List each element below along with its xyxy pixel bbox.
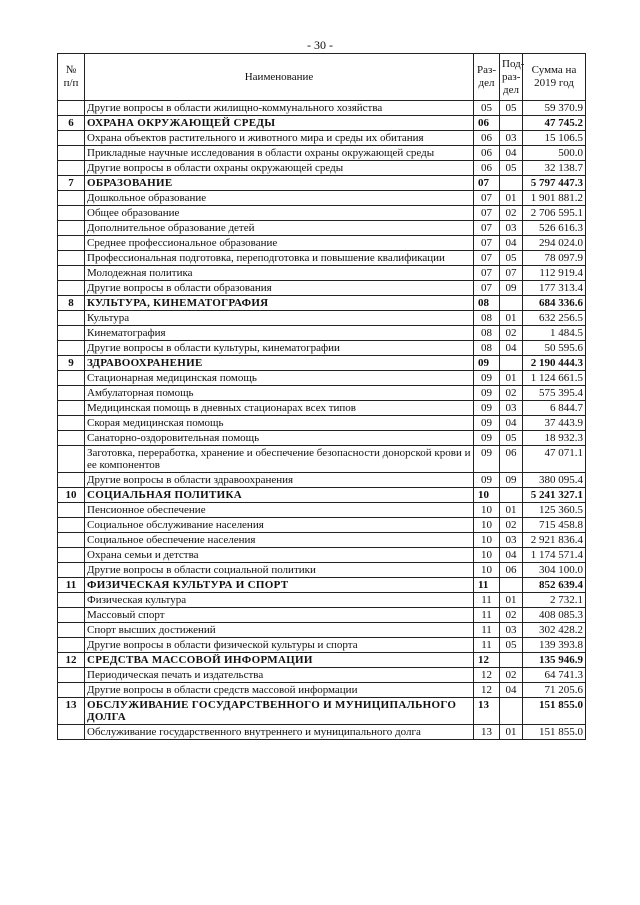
row-name: Культура (85, 311, 474, 326)
row-name: Охрана семьи и детства (85, 548, 474, 563)
row-number (58, 668, 85, 683)
row-subsection: 01 (500, 503, 523, 518)
row-section: 05 (474, 101, 500, 116)
row-sum: 684 336.6 (523, 296, 586, 311)
row-name: ОХРАНА ОКРУЖАЮЩЕЙ СРЕДЫ (85, 116, 474, 131)
row-sum: 2 921 836.4 (523, 533, 586, 548)
row-sum: 380 095.4 (523, 473, 586, 488)
header-name: Наименование (85, 54, 474, 101)
row-number (58, 401, 85, 416)
row-number (58, 518, 85, 533)
row-section: 09 (474, 446, 500, 473)
row-number (58, 251, 85, 266)
row-name: Социальное обслуживание населения (85, 518, 474, 533)
row-section: 10 (474, 533, 500, 548)
row-sum: 302 428.2 (523, 623, 586, 638)
row-section: 12 (474, 653, 500, 668)
row-section: 06 (474, 146, 500, 161)
header-section: Раз-дел (474, 54, 500, 101)
row-sum: 5 797 447.3 (523, 176, 586, 191)
row-name: Общее образование (85, 206, 474, 221)
row-section: 07 (474, 221, 500, 236)
row-section: 10 (474, 563, 500, 578)
row-number (58, 548, 85, 563)
row-number: 9 (58, 356, 85, 371)
row-subsection: 05 (500, 431, 523, 446)
row-subsection: 04 (500, 341, 523, 356)
row-sum: 151 855.0 (523, 725, 586, 740)
row-sum: 304 100.0 (523, 563, 586, 578)
row-subsection: 03 (500, 221, 523, 236)
row-subsection (500, 578, 523, 593)
table-row (58, 623, 586, 638)
row-name: Другие вопросы в области здравоохранения (85, 473, 474, 488)
row-section: 07 (474, 191, 500, 206)
section-row (58, 116, 586, 131)
row-sum: 78 097.9 (523, 251, 586, 266)
row-section: 09 (474, 416, 500, 431)
row-section: 12 (474, 668, 500, 683)
row-name: ОБСЛУЖИВАНИЕ ГОСУДАРСТВЕННОГО И МУНИЦИПАЛЬНОГО ДОЛГА (85, 698, 474, 725)
table-row (58, 236, 586, 251)
row-name: Заготовка, переработка, хранение и обеспечение безопасности донорской крови и ее компонентов (85, 446, 474, 473)
row-number: 7 (58, 176, 85, 191)
row-sum: 575 395.4 (523, 386, 586, 401)
row-subsection: 04 (500, 548, 523, 563)
row-number (58, 608, 85, 623)
table-row (58, 191, 586, 206)
row-section: 11 (474, 623, 500, 638)
row-section: 10 (474, 548, 500, 563)
row-name: КУЛЬТУРА, КИНЕМАТОГРАФИЯ (85, 296, 474, 311)
row-sum: 151 855.0 (523, 698, 586, 725)
row-name: Другие вопросы в области охраны окружающей среды (85, 161, 474, 176)
row-sum: 32 138.7 (523, 161, 586, 176)
row-number (58, 386, 85, 401)
row-number (58, 341, 85, 356)
row-section: 11 (474, 593, 500, 608)
row-name: Другие вопросы в области образования (85, 281, 474, 296)
table-row (58, 101, 586, 116)
row-subsection: 02 (500, 668, 523, 683)
table-header-row (58, 54, 586, 101)
row-sum: 6 844.7 (523, 401, 586, 416)
row-sum: 125 360.5 (523, 503, 586, 518)
row-name: СРЕДСТВА МАССОВОЙ ИНФОРМАЦИИ (85, 653, 474, 668)
row-subsection (500, 356, 523, 371)
row-number (58, 266, 85, 281)
table-row (58, 311, 586, 326)
row-subsection: 04 (500, 683, 523, 698)
row-subsection (500, 296, 523, 311)
table-row (58, 518, 586, 533)
row-sum: 18 932.3 (523, 431, 586, 446)
row-subsection: 02 (500, 608, 523, 623)
row-number: 13 (58, 698, 85, 725)
row-section: 09 (474, 431, 500, 446)
row-number (58, 446, 85, 473)
row-name: Среднее профессиональное образование (85, 236, 474, 251)
row-sum: 2 706 595.1 (523, 206, 586, 221)
row-number (58, 371, 85, 386)
row-sum: 139 393.8 (523, 638, 586, 653)
row-name: Охрана объектов растительного и животного мира и среды их обитания (85, 131, 474, 146)
row-section: 09 (474, 371, 500, 386)
row-name: Обслуживание государственного внутреннего и муниципального долга (85, 725, 474, 740)
row-name: ЗДРАВООХРАНЕНИЕ (85, 356, 474, 371)
row-section: 06 (474, 131, 500, 146)
section-row (58, 698, 586, 725)
row-name: Массовый спорт (85, 608, 474, 623)
row-subsection: 02 (500, 386, 523, 401)
row-number (58, 563, 85, 578)
table-row (58, 266, 586, 281)
row-sum: 112 919.4 (523, 266, 586, 281)
table-row (58, 281, 586, 296)
row-name: Периодическая печать и издательства (85, 668, 474, 683)
row-subsection: 02 (500, 326, 523, 341)
row-sum: 526 616.3 (523, 221, 586, 236)
row-section: 10 (474, 488, 500, 503)
table-row (58, 473, 586, 488)
row-sum: 37 443.9 (523, 416, 586, 431)
row-number (58, 206, 85, 221)
row-name: Пенсионное обеспечение (85, 503, 474, 518)
row-name: Амбулаторная помощь (85, 386, 474, 401)
table-row (58, 131, 586, 146)
row-subsection: 04 (500, 416, 523, 431)
row-number (58, 281, 85, 296)
table-row (58, 503, 586, 518)
row-section: 06 (474, 161, 500, 176)
row-number (58, 683, 85, 698)
row-sum: 852 639.4 (523, 578, 586, 593)
row-number (58, 416, 85, 431)
row-sum: 2 732.1 (523, 593, 586, 608)
table-row (58, 431, 586, 446)
row-number (58, 146, 85, 161)
row-section: 06 (474, 116, 500, 131)
budget-table (57, 53, 586, 740)
row-number: 6 (58, 116, 85, 131)
row-subsection (500, 698, 523, 725)
table-row (58, 533, 586, 548)
table-row (58, 548, 586, 563)
row-name: Санаторно-оздоровительная помощь (85, 431, 474, 446)
row-number: 8 (58, 296, 85, 311)
table-row (58, 221, 586, 236)
row-sum: 500.0 (523, 146, 586, 161)
row-subsection: 04 (500, 146, 523, 161)
table-row (58, 638, 586, 653)
row-sum: 294 024.0 (523, 236, 586, 251)
row-name: СОЦИАЛЬНАЯ ПОЛИТИКА (85, 488, 474, 503)
page-number: - 30 - (307, 38, 333, 52)
row-section: 07 (474, 176, 500, 191)
section-row (58, 488, 586, 503)
row-sum: 135 946.9 (523, 653, 586, 668)
row-subsection: 01 (500, 371, 523, 386)
row-name: Другие вопросы в области средств массовой информации (85, 683, 474, 698)
row-subsection (500, 653, 523, 668)
section-row (58, 176, 586, 191)
row-sum: 64 741.3 (523, 668, 586, 683)
table-row (58, 251, 586, 266)
row-subsection: 02 (500, 206, 523, 221)
table-row (58, 146, 586, 161)
table-row (58, 668, 586, 683)
row-subsection: 03 (500, 533, 523, 548)
row-section: 12 (474, 683, 500, 698)
table-row (58, 401, 586, 416)
row-number (58, 326, 85, 341)
table-row (58, 563, 586, 578)
row-subsection: 01 (500, 725, 523, 740)
row-sum: 47 745.2 (523, 116, 586, 131)
row-section: 11 (474, 578, 500, 593)
row-subsection: 05 (500, 251, 523, 266)
row-section: 07 (474, 236, 500, 251)
row-number (58, 101, 85, 116)
section-row (58, 356, 586, 371)
row-subsection: 01 (500, 311, 523, 326)
row-sum: 408 085.3 (523, 608, 586, 623)
row-name: Молодежная политика (85, 266, 474, 281)
row-sum: 2 190 444.3 (523, 356, 586, 371)
row-name: ОБРАЗОВАНИЕ (85, 176, 474, 191)
table-row (58, 341, 586, 356)
row-name: Другие вопросы в области жилищно-коммунального хозяйства (85, 101, 474, 116)
row-section: 10 (474, 518, 500, 533)
row-subsection: 04 (500, 236, 523, 251)
row-subsection: 02 (500, 518, 523, 533)
row-sum: 71 205.6 (523, 683, 586, 698)
section-row (58, 578, 586, 593)
row-sum: 632 256.5 (523, 311, 586, 326)
row-name: Дошкольное образование (85, 191, 474, 206)
header-sum: Сумма на 2019 год (523, 54, 586, 101)
row-name: Другие вопросы в области физической культуры и спорта (85, 638, 474, 653)
row-section: 09 (474, 386, 500, 401)
row-sum: 715 458.8 (523, 518, 586, 533)
row-section: 08 (474, 296, 500, 311)
section-row (58, 296, 586, 311)
row-number (58, 725, 85, 740)
table-row (58, 386, 586, 401)
row-number (58, 533, 85, 548)
header-number: № п/п (58, 54, 85, 101)
table-row (58, 725, 586, 740)
row-number (58, 593, 85, 608)
row-name: Прикладные научные исследования в области охраны окружающей среды (85, 146, 474, 161)
row-name: ФИЗИЧЕСКАЯ КУЛЬТУРА И СПОРТ (85, 578, 474, 593)
table-row (58, 683, 586, 698)
row-section: 08 (474, 341, 500, 356)
row-subsection: 05 (500, 161, 523, 176)
header-subsection: Под-раз-дел (500, 54, 523, 101)
table-row (58, 326, 586, 341)
row-number: 11 (58, 578, 85, 593)
row-number (58, 473, 85, 488)
row-number (58, 503, 85, 518)
row-name: Стационарная медицинская помощь (85, 371, 474, 386)
row-subsection: 09 (500, 473, 523, 488)
row-subsection: 06 (500, 446, 523, 473)
row-sum: 59 370.9 (523, 101, 586, 116)
table-row (58, 446, 586, 473)
row-section: 10 (474, 503, 500, 518)
row-subsection: 09 (500, 281, 523, 296)
row-sum: 1 124 661.5 (523, 371, 586, 386)
row-section: 09 (474, 473, 500, 488)
row-sum: 5 241 327.1 (523, 488, 586, 503)
row-name: Социальное обеспечение населения (85, 533, 474, 548)
row-section: 09 (474, 356, 500, 371)
table-row (58, 608, 586, 623)
table-row (58, 416, 586, 431)
row-number: 10 (58, 488, 85, 503)
row-number (58, 236, 85, 251)
row-subsection: 03 (500, 401, 523, 416)
row-number: 12 (58, 653, 85, 668)
row-sum: 177 313.4 (523, 281, 586, 296)
table-row (58, 371, 586, 386)
row-sum: 15 106.5 (523, 131, 586, 146)
row-sum: 47 071.1 (523, 446, 586, 473)
row-subsection (500, 116, 523, 131)
row-sum: 50 595.6 (523, 341, 586, 356)
row-number (58, 431, 85, 446)
row-subsection: 07 (500, 266, 523, 281)
row-section: 07 (474, 281, 500, 296)
row-sum: 1 174 571.4 (523, 548, 586, 563)
row-sum: 1 901 881.2 (523, 191, 586, 206)
row-section: 09 (474, 401, 500, 416)
row-number (58, 638, 85, 653)
row-section: 07 (474, 251, 500, 266)
row-subsection (500, 176, 523, 191)
row-name: Медицинская помощь в дневных стационарах всех типов (85, 401, 474, 416)
row-number (58, 161, 85, 176)
row-section: 13 (474, 698, 500, 725)
row-number (58, 623, 85, 638)
row-name: Скорая медицинская помощь (85, 416, 474, 431)
row-name: Профессиональная подготовка, переподготовка и повышение квалификации (85, 251, 474, 266)
table-row (58, 161, 586, 176)
row-subsection (500, 488, 523, 503)
row-section: 07 (474, 266, 500, 281)
row-name: Спорт высших достижений (85, 623, 474, 638)
table-row (58, 206, 586, 221)
table-body (58, 101, 586, 740)
row-name: Дополнительное образование детей (85, 221, 474, 236)
row-subsection: 05 (500, 638, 523, 653)
row-name: Другие вопросы в области социальной политики (85, 563, 474, 578)
row-number (58, 191, 85, 206)
row-subsection: 06 (500, 563, 523, 578)
row-section: 07 (474, 206, 500, 221)
row-section: 11 (474, 638, 500, 653)
row-subsection: 03 (500, 131, 523, 146)
row-subsection: 05 (500, 101, 523, 116)
row-name: Другие вопросы в области культуры, кинематографии (85, 341, 474, 356)
row-section: 08 (474, 311, 500, 326)
row-section: 11 (474, 608, 500, 623)
row-number (58, 311, 85, 326)
row-section: 13 (474, 725, 500, 740)
row-subsection: 03 (500, 623, 523, 638)
row-number (58, 221, 85, 236)
row-subsection: 01 (500, 593, 523, 608)
table-row (58, 593, 586, 608)
section-row (58, 653, 586, 668)
row-section: 08 (474, 326, 500, 341)
row-subsection: 01 (500, 191, 523, 206)
row-name: Кинематография (85, 326, 474, 341)
row-sum: 1 484.5 (523, 326, 586, 341)
row-number (58, 131, 85, 146)
row-name: Физическая культура (85, 593, 474, 608)
